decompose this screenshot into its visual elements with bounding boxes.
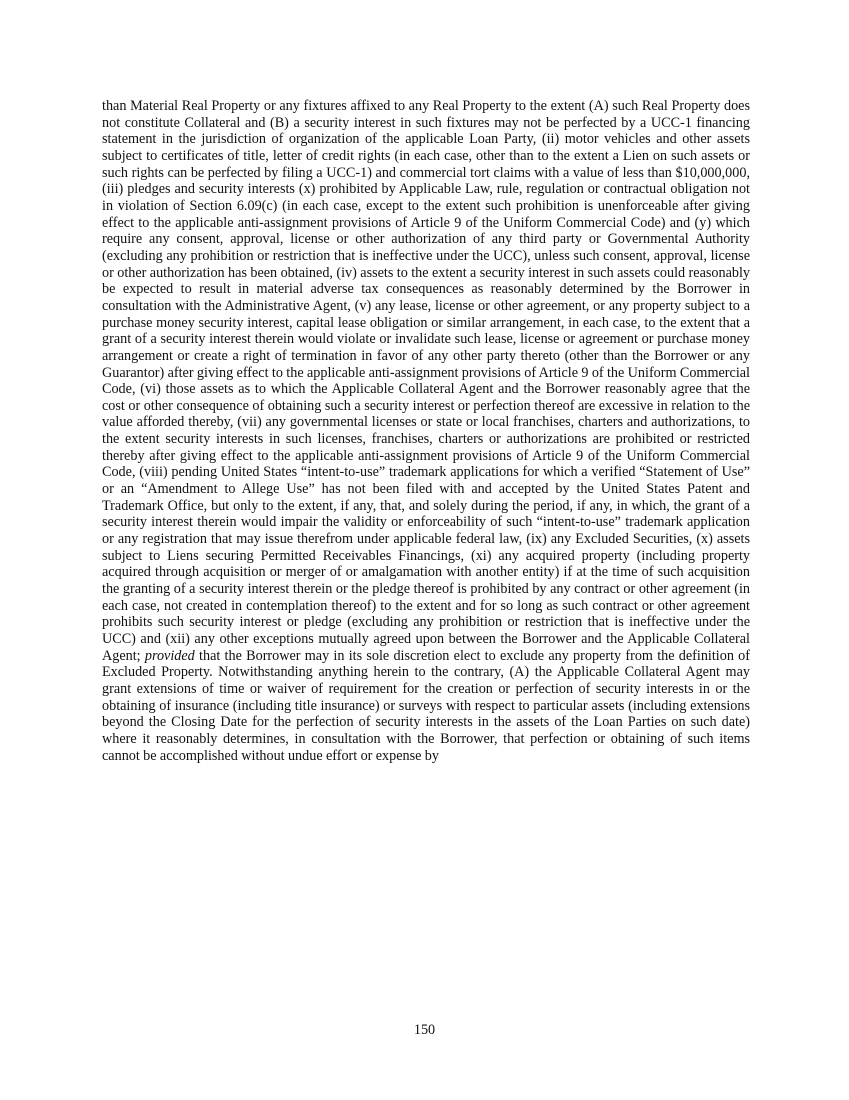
paragraph-text-before-proviso: than Material Real Property or any fixtures affixed to any Real Property to the extent (A) such Real Property does not constitute Collateral and (B) a security interest in such fixtures may not be perfected by a UCC-1 financing statement in the jurisdiction of organization of the applicable Loan Party, (ii) motor vehicles and other assets subject to certificates of title, letter of credit rights (in each case, other than to the extent a Lien on such assets or such rights can be perfected by filing a UCC-1) and commercial tort claims with a value of less than $10,000,000, (iii) pledges and security interests (x) prohibited by Applicable Law, rule, regulation or contractual obligation not in violation of Section 6.09(c) (in each case, except to the extent such prohibition is unenforceable after giving effect to the applicable anti-assignment provisions of Article 9 of the Uniform Commercial Code) and (y) which require any consent, approval, license or other authorization of any third party or Governmental Authority (excluding any prohibition or restriction that is ineffective under the UCC), unless such consent, approval, license or other authorization has been obtained, (iv) assets to the extent a security interest in such assets could reasonably be expected to result in material adverse tax consequences as reasonably determined by the Borrower in consultation with the Administrative Agent, (v) any lease, license or other agreement, or any property subject to a purchase money security interest, capital lease obligation or similar arrangement, in each case, to the extent that a grant of a security interest therein would violate or invalidate such lease, license or agreement or purchase money arrangement or create a right of termination in favor of any other party thereto (other than the Borrower or any Guarantor) after giving effect to the applicable anti-assignment provisions of Article 9 of the Uniform Commercial Code, (vi) those assets as to which the Applicable Collateral Agent and the Borrower reasonably agree that the cost or other consequence of obtaining such a security interest or perfection thereof are excessive in relation to the value afforded thereby, (vii) any governmental licenses or state or local franchises, charters and authorizations, to the extent security interests in such licenses, franchises, charters or authorizations are prohibited or restricted thereby after giving effect to the applicable anti-assignment provisions of Article 9 of the Uniform Commercial Code, (viii) pending United States “intent-to-use” trademark applications for which a verified “Statement of Use” or an “Amendment to Allege Use” has not been filed with and accepted by the United States Patent and Trademark Office, but only to the extent, if any, that, and solely during the period, if any, in which, the grant of a security interest therein would impair the validity or enforceability of such “intent-to-use” trademark application or any registration that may issue therefrom under applicable federal law, (ix) any Excluded Securities, (x) assets subject to Liens securing Permitted Receivables Financings, (xi) any acquired property (including property acquired through acquisition or merger of or amalgamation with another entity) if at the time of such acquisition the granting of a security interest therein or the pledge thereof is prohibited by any contract or other agreement (in each case, not created in contemplation thereof) to the extent and for so long as such contract or other agreement prohibits such security interest or pledge (excluding any prohibition or restriction that is ineffective under the UCC) and (xii) any other exceptions mutually agreed upon between the Borrower and the Applicable Collateral Agent; [102,98,750,664]
paragraph-text-after-proviso: that the Borrower may in its sole discretion elect to exclude any property from the definition of Excluded Property. Notwithstanding anything herein to the contrary, (A) the Applicable Collateral Agent may grant extensions of time or waiver of requirement for the creation or perfection of security interests in or the obtaining of insurance (including title insurance) or surveys with respect to particular assets (including extensions beyond the Closing Date for the perfection of security interests in the assets of the Loan Parties on such date) where it reasonably determines, in consultation with the Borrower, that perfection or obtaining of such items cannot be accomplished without undue effort or expense by [102,647,751,764]
proviso-term: provided [144,647,195,664]
page-number: 150 [413,1022,436,1038]
body-paragraph [102,98,750,764]
